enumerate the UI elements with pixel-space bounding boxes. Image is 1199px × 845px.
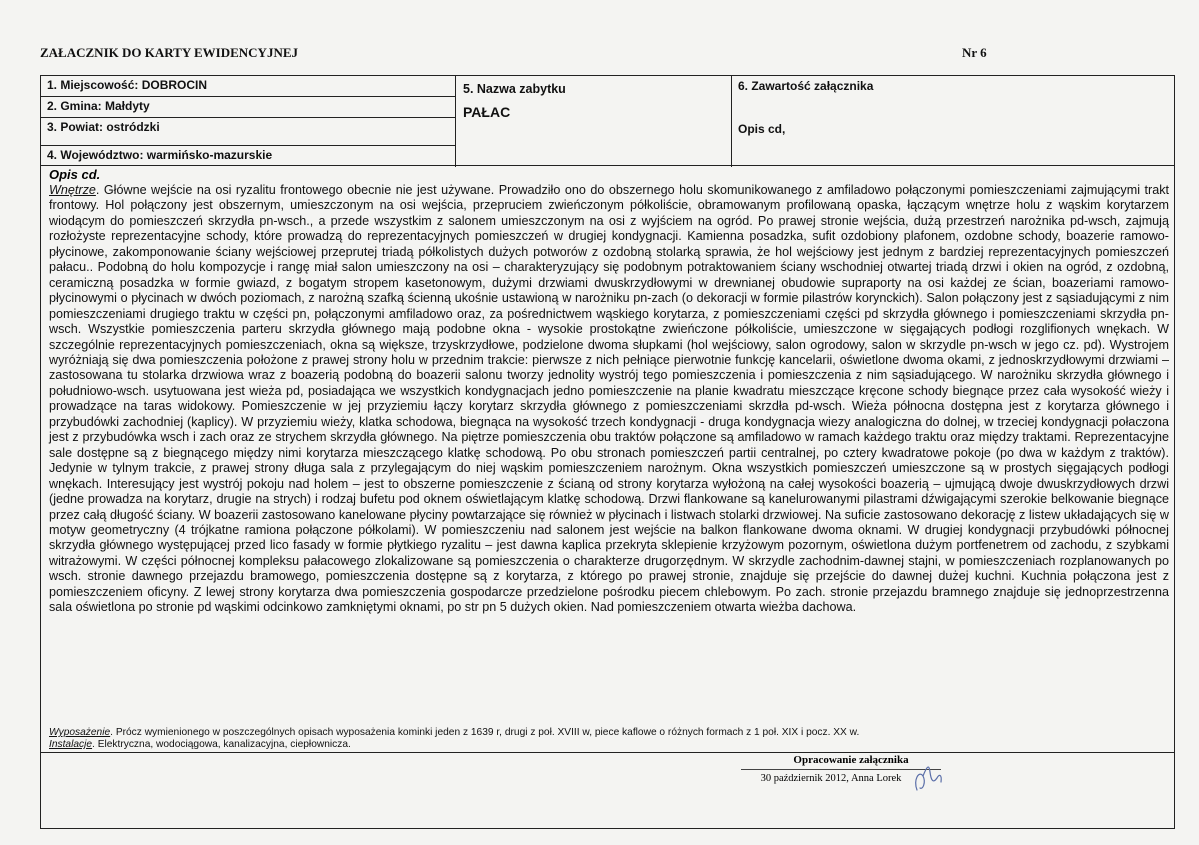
wyposazenie-line — [49, 727, 1169, 739]
attachment-number: Nr 6 — [962, 45, 987, 60]
footer-divider — [41, 752, 1174, 753]
instalacje-label: Instalacje — [49, 739, 93, 750]
wyposazenie-text: . Prócz wymienionego w poszczególnych opisach wyposażenia kominki jeden z 1639 r, drugi z poł. XVIII w, piece kaflowe o różnych formach z 1 poł. XIX i pocz. XX w. — [110, 727, 860, 738]
field-zawartosc — [732, 76, 1174, 167]
instalacje-line — [49, 739, 1169, 751]
opis-body — [49, 183, 1169, 616]
field-powiat: 3. Powiat: ostródzki — [41, 118, 456, 146]
nazwa-label: 5. Nazwa zabytku — [463, 82, 566, 96]
wnetrze-text: . Główne wejście na osi ryzalitu frontowego obecnie nie jest używane. Prowadziło ono do obszernego holu skomunikowanego z amfiladowo połączonymi pomieszczeniami zajmującymi trakt frontowy. Hol połączony jest obszernym, umieszczonym na osi wejścia, przepruciem zwieńczonym półkoliście, obramowanym profilowaną opaska, łączącym wnętrze holu z wąskim korytarzem wiodącym do pomieszczeń skrzydła pn-wsch., a przede wszystkim z salonem umieszczonym na osi z wyjściem na ogród. Po prawej stronie wejścia, dużą przestrzeń narożnika pd-wsch, zajmują rozłożyste reprezentacyjne schody, które prowadzą do reprezentacyjnych pomieszczeń w drugiej kondygnacji. Kamienna posadzka, sufit ozdobiony plafonem, ozdobne schody, boazerie ramowo-płycinowe, zakomponowanie ściany wejściowej przeprutej triadą półkolistych dużych potworów z ozdobną stolarką sprawia, że hol wejściowy jest jednym z bardziej reprezentacyjnych pomieszczeń pałacu.. Podobną do holu kompozycje i rangę miał salon umieszczony na osi – charakteryzujący się podobnym potraktowaniem ściany wschodniej otwartej triadą drzwi i okien na ogród, z ozdobną, ceramiczną posadzka w formie gwiazd, z bogatym stropem kasetonowym, dużymi drzwiami dwuskrzydłowymi w drewnianej obudowie supraporty na osi każdej ze ścian, boazeriami ramowo-płycinowymi o płycinach w dwóch poziomach, z narożną szafką ścienną ukośnie ustawioną w narożniku pn-zach (o dekoracji w formie pilastrów korynckich). Salon połączony jest z sąsiadującymi z nim pomieszczeniami drugiego traktu w części pn, połączonymi amfiladowo oraz, za pośrednictwem wąskiego korytarza, z pomieszczeniami części pd skrzydła głównego i pomieszczeniami skrzydła pn-wsch. Wszystkie pomieszczenia parteru skrzydła głównego mają podobne okna - wysokie prostokątne zwieńczone półkoliście, umieszczone w sięgających podłogi rozglifionych wnękach. W szczególnie reprezentacyjnych pomieszczeniach, okna są większe, trzyskrzydłowe, podzielone dwoma słupkami (hol wejściowy, salon ogrodowy, salon w skrzydle pn-wsch w jego cz. pd). Wystrojem wyróżniają się dwa pomieszczenia położone z prawej strony holu w przednim trakcie: pierwsze z nich pełniące pierwotnie funkcję kancelarii, oświetlone dwoma okami, z jednoskrzydłowymi drzwiami – zastosowana tu stolarka drzwiowa wraz z boazerią podobną do boazerii salonu tworzy jednolity wystrój tego pomieszczenia i pomieszczenia z nim sąsiadującego. W narożniku skrzydła głównego i południowo-wsch. usytuowana jest wieża pd, posiadająca we wszystkich kondygnacjach jedno pomieszczenie na planie kwadratu mieszczące kręcone schody biegnące przez cała wysokość wieży i prowadzące na taras widokowy. Pomieszczenie w jej przyziemiu łączy korytarz skrzydła głównego z pomieszczeniami skrzdła pd-wsch. Wieża północna dostępna jest z korytarza głównego i przybudówki zachodniej (kaplicy). W przyziemiu wieży, klatka schodowa, biegnąca na wysokość trzech kondygnacji - druga kondygnacja wiezy analogiczna do dolnej, w trzeciej kondygnacji połaczona jest z przybudówka wsch i zach oraz ze strychem skrzydła głównego. Na piętrze pomieszczenia obu traktów połączone są amfiladowo w ramach każdego traktu oraz między traktami. Reprezentacyjne sale dostępne są z biegnącego między nimi korytarza mieszczącego klatkę schodową. Po obu stronach pomieszczeń partii centralnej, po cztery kwadratowe pokoje (po dwa w każdym z traktów). Jedynie w tylnym trakcie, z prawej strony długa sala z przylegającym do niej wąskim pomieszczeniem narożnym. Okna wszystkich pomieszczeń umieszczone są w prostych sięgających podłogi wnękach. Interesujący jest wystrój pokoju nad holem – jest to obszerne pomieszczenie z ścianą od strony korytarza wyłożoną na całej wysokości boazerią – ujmującą dwoje dwuskrzydłowych drzwi (jedne prowadza na korytarz, drugie na strych) i rodzaj bufetu pod oknem oświetlającym klatkę schodową. Drzwi flankowane są kanelurowanymi pilastrami dźwigającymi szerokie belkowanie biegnące przez całą długość ściany. W boazerii zastosowano kanelowane płyciny powtarzające się również w płycinach i listwach stolarki drzwiowej. Na suficie zastosowano dekorację z listew układających się w motyw geometryczny (4 trójkatne ramiona połączone półkolami). W pomieszczeniu nad salonem jest wejście na balkon flankowane dwoma oknami. W drugiej kondygnacji przybudówki północnej skrzydła głównego występującej przed lico fasady w formie płytkiego ryzalitu – jest dawna kaplica przekryta sklepienie krzyżowym pozornym, oświetlona dużym portfenetrem od zachodu, z szybkami witrażowymi. W części północnej kompleksu pałacowego zlokalizowane są pomieszczenia o charakterze drugorzędnym. W skrzydle zachodnim-dawnej stajni, w pomieszczeniach rozplanowanych po wsch. stronie dawnego przejazdu bramowego, pomieszczenia dostępne są z korytarza, z którego po prawej stronie, znajduje się przejście do dawnej dużej kuchni. Kuchnia połączona jest z pomieszczeniem oficyny. Z lewej strony korytarza dwa pomieszczenia gospodarcze przedzielone pośrodku piecem chlebowym. Po zach. stronie przejazdu bramnego znajduje się jednoprzestrzenna sala oświetlona po stronie pd wąskimi odcinkowo zamkniętymi oknami, po str pn 5 dużych okien. Nad pomieszczeniem otwarta wieżba dachowa. — [49, 183, 1169, 615]
opis-heading: Opis cd. — [49, 167, 101, 182]
form-sheet — [40, 75, 1175, 829]
zawartosc-label: 6. Zawartość załącznika — [738, 79, 874, 93]
header-divider — [41, 165, 1174, 166]
instalacje-text: . Elektryczna, wodociągowa, kanalizacyjna, ciepłownicza. — [92, 739, 351, 750]
nazwa-value: PAŁAC — [463, 104, 511, 120]
field-wojewodztwo: 4. Województwo: warmińsko-mazurskie — [41, 146, 456, 167]
zawartosc-value: Opis cd, — [738, 122, 786, 136]
field-miejscowosc: 1. Miejscowość: DOBROCIN — [41, 76, 456, 97]
wyposazenie-label: Wyposażenie — [49, 727, 111, 738]
field-gmina: 2. Gmina: Małdyty — [41, 97, 456, 118]
wnetrze-label: Wnętrze — [49, 183, 96, 197]
handwritten-signature — [911, 762, 951, 794]
document-title: ZAŁACZNIK DO KARTY EWIDENCYJNEJ — [40, 45, 299, 60]
signature-date-author: 30 październik 2012, Anna Lorek — [760, 773, 902, 784]
signature-title: Opracowanie załącznika — [793, 754, 909, 766]
field-nazwa-zabytku — [456, 76, 732, 167]
